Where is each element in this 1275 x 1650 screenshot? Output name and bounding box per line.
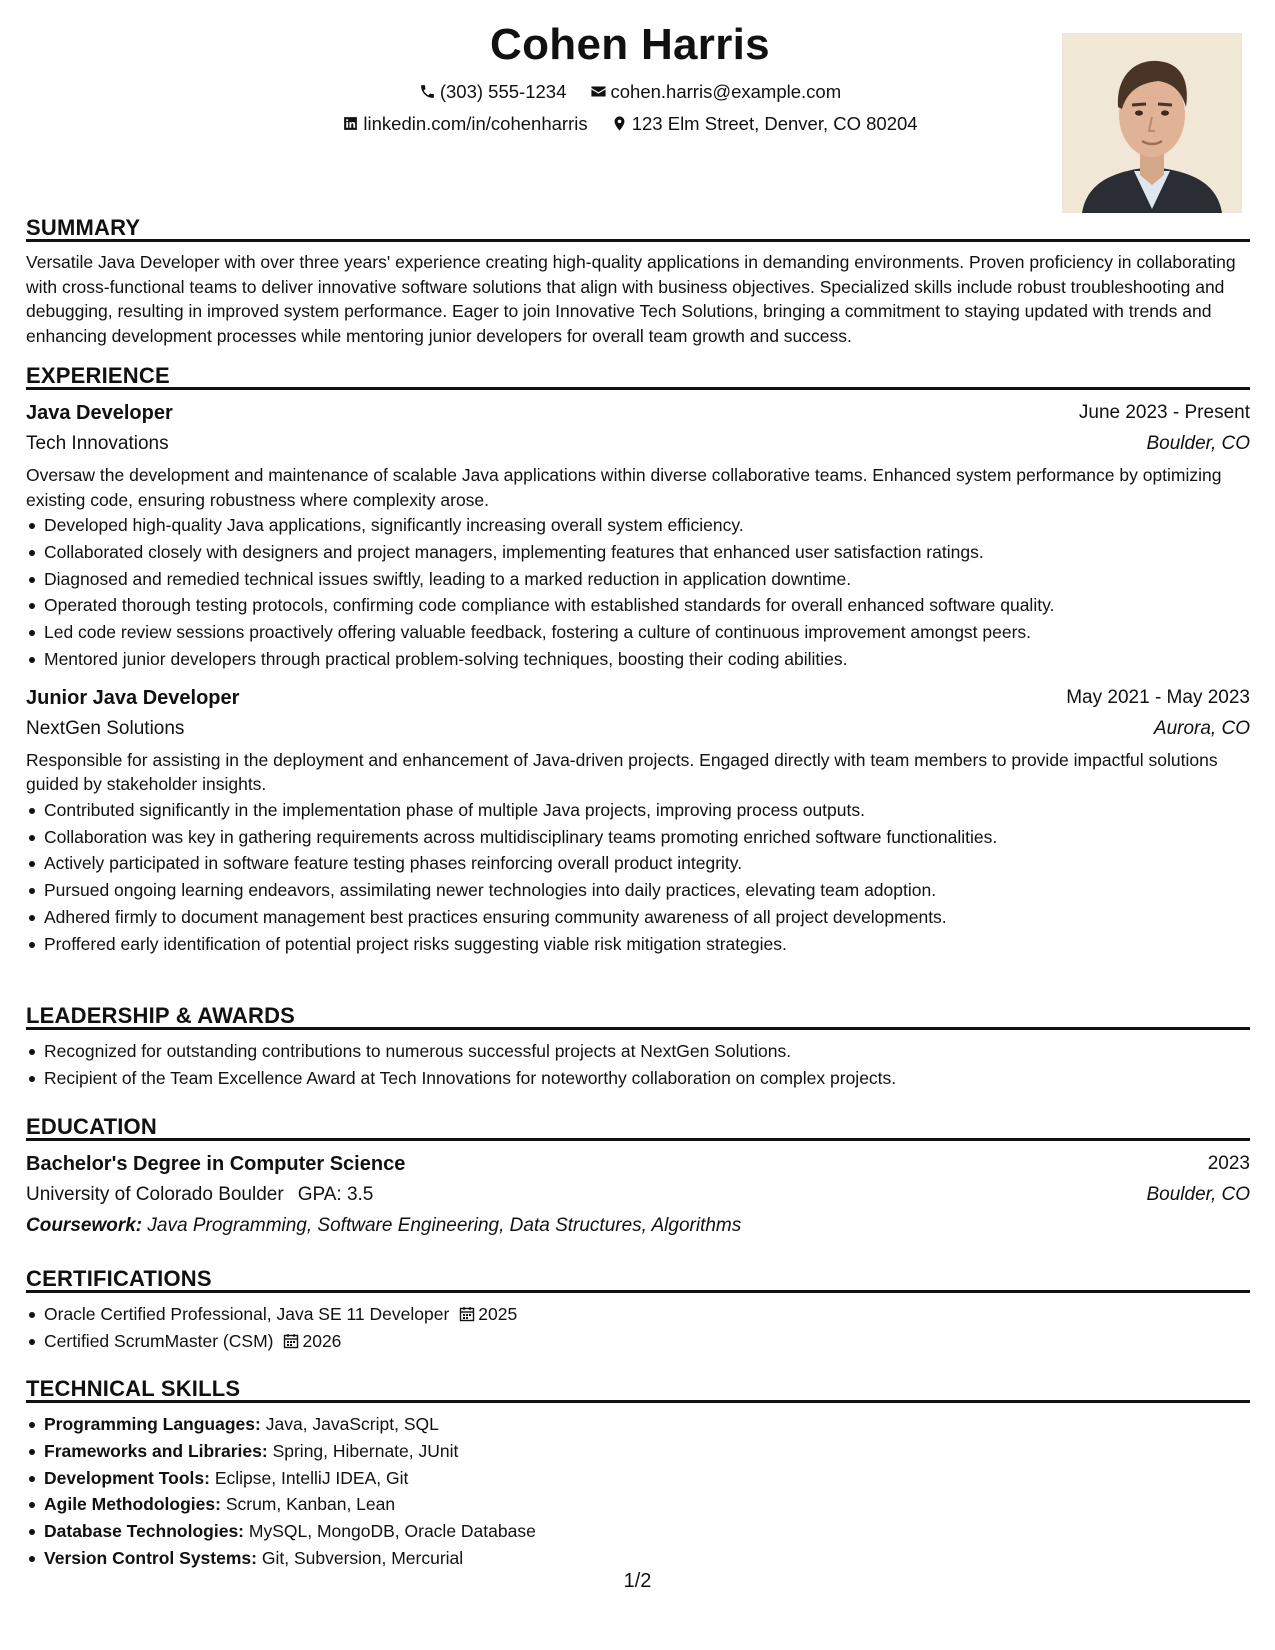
list-item (26, 1518, 1250, 1545)
certification-name: Oracle Certified Professional, Java SE 11 Developer (44, 1304, 450, 1324)
email-contact[interactable] (590, 81, 842, 103)
skill-value: Java, JavaScript, SQL (265, 1414, 439, 1434)
linkedin-icon (342, 115, 359, 132)
leadership-section (26, 1002, 1250, 1092)
list-item (26, 1465, 1250, 1492)
list-item: Collaboration was key in gathering requirements across multidisciplinary teams promoting enriched software functionalities. (26, 824, 1250, 851)
job-location: Aurora, CO (1153, 717, 1250, 739)
list-item: Operated thorough testing protocols, confirming code compliance with established standards for overall enhanced software quality. (26, 592, 1250, 619)
coursework (26, 1211, 1250, 1241)
skill-label: Agile Methodologies: (44, 1494, 221, 1515)
list-item (26, 1411, 1250, 1438)
skill-value: Spring, Hibernate, JUnit (272, 1440, 459, 1461)
linkedin-link[interactable]: linkedin.com/in/cohenharris (363, 113, 588, 135)
envelope-icon (590, 83, 607, 100)
coursework-label: Coursework: (26, 1215, 143, 1236)
list-item (26, 1491, 1250, 1518)
education-section (26, 1113, 1250, 1241)
skill-label: Development Tools: (44, 1467, 210, 1488)
skill-label: Frameworks and Libraries: (44, 1440, 268, 1461)
skill-label: Programming Languages: (44, 1414, 261, 1434)
calendar-icon (459, 1306, 475, 1322)
list-item: Recipient of the Team Excellence Award at Tech Innovations for noteworthy collaboration on complex projects. (26, 1065, 1250, 1092)
summary-text: Versatile Java Developer with over three years' experience creating high-quality applications in demanding environments. Proven proficiency in collaborating with cross-functional teams to deliver innovative software solutions that align with business objectives. Specialized skills include robust troubleshooting and debugging, resulting in improved system performance. Eager to join Innovative Tech Solutions, bringing a commitment to staying updated with trends and enhancing development processes while mentoring junior developers for overall team growth and success. (26, 252, 1236, 346)
list-item: Proffered early identification of potential project risks suggesting viable risk mitigation strategies. (26, 931, 1250, 958)
job-entry (26, 683, 1250, 958)
list-item: Pursued ongoing learning endeavors, assimilating newer technologies into daily practices, elevating team adoption. (26, 877, 1250, 904)
education-header (26, 1149, 1250, 1179)
certification-list (26, 1301, 1250, 1355)
list-item: Collaborated closely with designers and project managers, implementing features that enhanced user satisfaction ratings. (26, 539, 1250, 566)
map-pin-icon (611, 115, 628, 132)
candidate-name: Cohen Harris (490, 20, 770, 69)
skill-value: Git, Subversion, Mercurial (261, 1547, 464, 1568)
profile-photo (1062, 33, 1242, 213)
skill-value: MySQL, MongoDB, Oracle Database (248, 1521, 536, 1542)
resume-header (0, 0, 1275, 220)
school-row (26, 1179, 1250, 1211)
education-heading: EDUCATION (26, 1113, 1250, 1141)
skill-value: Eclipse, IntelliJ IDEA, Git (214, 1467, 409, 1488)
skill-label: Database Technologies: (44, 1521, 245, 1542)
list-item: Adhered firmly to document management best practices ensuring community awareness of all project developments. (26, 904, 1250, 931)
leadership-bullets (26, 1038, 1250, 1092)
list-item: Led code review sessions proactively offering valuable feedback, fostering a culture of continuous improvement amongst peers. (26, 619, 1250, 646)
summary-heading: SUMMARY (26, 214, 1250, 242)
job-title: Junior Java Developer (26, 686, 240, 709)
job-title: Java Developer (26, 402, 173, 424)
list-item: Recognized for outstanding contributions to numerous successful projects at NextGen Solutions. (26, 1038, 1250, 1065)
job-header (26, 683, 1250, 713)
email-link[interactable]: cohen.harris@example.com (610, 81, 842, 103)
phone-contact (419, 81, 567, 103)
calendar-icon (283, 1333, 299, 1349)
leadership-heading: LEADERSHIP & AWARDS (26, 1002, 1250, 1030)
list-item: Actively participated in software feature testing phases reinforcing overall product integrity. (26, 850, 1250, 877)
list-item: Mentored junior developers through practical problem-solving techniques, boosting their coding abilities. (26, 646, 1250, 673)
skills-heading: TECHNICAL SKILLS (26, 1375, 1250, 1403)
skills-section (26, 1375, 1250, 1572)
experience-heading: EXPERIENCE (26, 362, 1250, 390)
list-item: Developed high-quality Java applications, significantly increasing overall system efficiency. (26, 512, 1250, 539)
job-company-row (26, 713, 1250, 745)
job-location: Boulder, CO (1146, 433, 1250, 454)
job-dates: June 2023 - Present (1078, 402, 1250, 423)
job-bullets (26, 797, 1250, 958)
address-contact (611, 113, 918, 135)
list-item (26, 1438, 1250, 1465)
job-description: Responsible for assisting in the deployment and enhancement of Java-driven projects. Engaged directly with team members to provide impactful solutions guided by stakeholder insights. (26, 749, 1218, 795)
list-item: Diagnosed and remedied technical issues swiftly, leading to a marked reduction in application downtime. (26, 566, 1250, 593)
job-entry (26, 398, 1250, 673)
job-company: Tech Innovations (26, 433, 169, 454)
skills-list (26, 1411, 1250, 1572)
certifications-heading: CERTIFICATIONS (26, 1265, 1250, 1293)
portrait-illustration (1062, 33, 1242, 213)
school-name: University of Colorado Boulder (26, 1184, 284, 1205)
school-info (26, 1179, 373, 1211)
skill-label: Version Control Systems: (44, 1547, 257, 1568)
summary-section (26, 214, 1250, 348)
phone-text: (303) 555-1234 (439, 81, 567, 103)
experience-section (26, 362, 1250, 958)
certification-year: 2025 (478, 1304, 518, 1324)
degree-name: Bachelor's Degree in Computer Science (26, 1153, 406, 1175)
skill-value: Scrum, Kanban, Lean (225, 1494, 396, 1515)
page-number: 1/2 (623, 1570, 652, 1592)
list-item (26, 1328, 1250, 1355)
job-description: Oversaw the development and maintenance of scalable Java applications within diverse collaborative teams. Enhanced system performance by optimizing existing code, ensuring robustness where complexity arose. (26, 465, 1222, 510)
certifications-section (26, 1265, 1250, 1355)
phone-icon (419, 83, 436, 100)
coursework-list: Java Programming, Software Engineering, Data Structures, Algorithms (147, 1215, 742, 1236)
address-text: 123 Elm Street, Denver, CO 80204 (631, 113, 918, 135)
list-item (26, 1545, 1250, 1572)
school-location: Boulder, CO (1146, 1184, 1250, 1205)
list-item (26, 1301, 1250, 1328)
job-company-row (26, 428, 1250, 460)
graduation-year: 2023 (1207, 1153, 1250, 1174)
job-header (26, 398, 1250, 428)
gpa: GPA: 3.5 (297, 1184, 374, 1205)
job-company: NextGen Solutions (26, 717, 185, 739)
certification-year: 2026 (302, 1330, 342, 1351)
job-dates: May 2021 - May 2023 (1066, 686, 1250, 708)
linkedin-contact[interactable] (342, 113, 587, 135)
job-bullets (26, 512, 1250, 673)
certification-name: Certified ScrumMaster (CSM) (44, 1330, 274, 1351)
list-item: Contributed significantly in the implementation phase of multiple Java projects, improving process outputs. (26, 797, 1250, 824)
